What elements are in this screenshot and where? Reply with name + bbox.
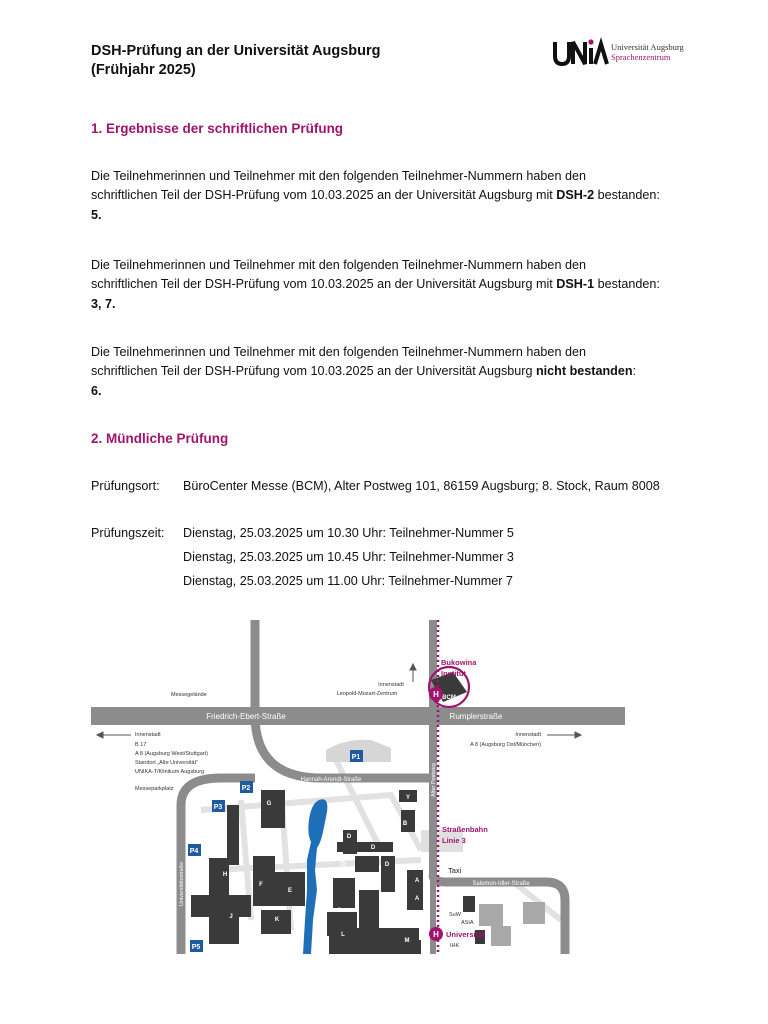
section1-heading: 1. Ergebnisse der schriftlichen Prüfung xyxy=(91,121,344,136)
line-text: schriftlichen Teil der DSH-Prüfung vom 10.03.2025 an der Universität Augsburg mit xyxy=(91,277,557,291)
label-alte-universitaet: Standort „Alte Universität“ xyxy=(135,760,198,766)
label-linie-3: Linie 3 xyxy=(442,836,466,845)
line-text: : xyxy=(632,364,637,378)
paragraph-line-1: Die Teilnehmerinnen und Teilnehmer mit den folgenden Teilnehmer-Nummern haben den xyxy=(91,345,586,359)
label-innenstadt-top: Innenstadt xyxy=(378,682,404,688)
label-leopold-mozart: Leopold-Mozart-Zentrum xyxy=(336,691,398,697)
parking-p5: P5 xyxy=(191,944,201,951)
arrow-right-icon xyxy=(575,732,581,738)
line-text: bestanden: xyxy=(594,277,660,291)
label-innenstadt-right: Innenstadt xyxy=(515,732,541,738)
exam-time-1: Dienstag, 25.03.2025 um 10.30 Uhr: Teilnehmer-Nummer 5 xyxy=(183,526,514,540)
building-l: L xyxy=(341,932,345,938)
label-taxi: Taxi xyxy=(448,866,462,875)
street-universitaetsstrasse: Universitätsstraße xyxy=(179,861,185,907)
result-numbers-dsh1: 3, 7. xyxy=(91,297,116,311)
building-c: C xyxy=(336,908,342,914)
label-suw: SuW xyxy=(449,912,461,918)
street-friedrich-ebert: Friedrich-Ebert-Straße xyxy=(206,712,286,721)
building-y: Y xyxy=(405,795,411,801)
bcm-label: BCM xyxy=(442,695,456,701)
paragraph-line-2 xyxy=(91,186,731,205)
parking-p4: P4 xyxy=(189,848,199,855)
building-a: A xyxy=(414,896,420,902)
main-road xyxy=(91,707,625,725)
unia-logo-mark-icon xyxy=(553,36,609,70)
exam-time-label: Prüfungszeit: xyxy=(91,526,165,540)
paragraph-line-1: Die Teilnehmerinnen und Teilnehmer mit den folgenden Teilnehmer-Nummern haben den xyxy=(91,169,586,183)
campus-map xyxy=(91,620,625,954)
other-buildings xyxy=(479,902,545,946)
label-a8-west: A 8 (Augsburg West/Stuttgart) xyxy=(135,751,208,757)
parking-p3: P3 xyxy=(213,804,223,811)
line-text: schriftlichen Teil der DSH-Prüfung vom 10.03.2025 an der Universität Augsburg mit xyxy=(91,188,557,202)
tram-stop-symbol: H xyxy=(433,690,439,699)
building-d: D xyxy=(384,862,390,868)
building-a: A xyxy=(414,878,420,884)
logo-line-1: Universität Augsburg xyxy=(611,42,684,52)
label-unika-t: UNIKA-T/Klinikum Augsburg xyxy=(135,769,205,775)
street-salomon-idler: Salomon-Idler-Straße xyxy=(472,881,530,887)
arrow-up-icon xyxy=(410,664,416,670)
result-numbers-failed: 6. xyxy=(91,384,102,398)
building-d: D xyxy=(370,845,376,851)
exam-time-3: Dienstag, 25.03.2025 um 11.00 Uhr: Teilnehmer-Nummer 7 xyxy=(183,574,513,588)
label-a8-ost: A 8 (Augsburg Ost/München) xyxy=(470,742,541,748)
grade-dsh1: DSH-1 xyxy=(556,277,595,291)
arrow-left-icon xyxy=(97,732,103,738)
exam-time-2: Dienstag, 25.03.2025 um 10.45 Uhr: Teilnehmer-Nummer 3 xyxy=(183,550,514,564)
label-asta: AStA xyxy=(461,920,474,926)
building-d: D xyxy=(346,834,352,840)
line-text: schriftlichen Teil der DSH-Prüfung vom 10.03.2025 an der Universität Augsburg xyxy=(91,364,536,378)
label-messegelaende: Messegelände xyxy=(171,692,207,698)
direction-arrows xyxy=(97,664,581,738)
building-e: E xyxy=(287,888,293,894)
logo-line-2: Sprachenzentrum xyxy=(611,52,671,62)
street-alter-postweg: Alter Postweg xyxy=(431,763,437,797)
building-f: F xyxy=(259,882,263,888)
tram-stop-symbol: H xyxy=(433,930,439,939)
grade-failed: nicht bestanden xyxy=(535,364,633,378)
label-bukowina: Bukowina xyxy=(441,658,477,667)
result-numbers-dsh2: 5. xyxy=(91,208,102,222)
paragraph-line-1: Die Teilnehmerinnen und Teilnehmer mit den folgenden Teilnehmer-Nummern haben den xyxy=(91,258,586,272)
result-paragraph-dsh1 xyxy=(91,256,731,294)
building-m: M xyxy=(404,938,410,944)
section2-heading: 2. Mündliche Prüfung xyxy=(91,431,229,446)
paragraph-line-2 xyxy=(91,275,731,294)
building-g: G xyxy=(266,801,272,807)
label-ihk: IHK xyxy=(450,943,460,949)
university-logo xyxy=(553,36,693,70)
result-paragraph-failed xyxy=(91,343,731,381)
river-water xyxy=(303,799,327,954)
parking-p1: P1 xyxy=(351,754,361,761)
street-hannah-arendt: Hannah-Arendt-Straße xyxy=(300,777,362,783)
exam-place-label: Prüfungsort: xyxy=(91,479,160,493)
building-a: A xyxy=(412,914,418,920)
label-strassenbahn: Straßenbahn xyxy=(442,825,488,834)
building-j: J xyxy=(229,914,233,920)
label-messeparkplatz: Messeparkplatz xyxy=(135,786,174,792)
building-k: K xyxy=(274,917,280,923)
title-line-2: (Frühjahr 2025) xyxy=(91,62,196,78)
label-universitaet-stop: Universität xyxy=(446,930,485,939)
grade-dsh2: DSH-2 xyxy=(556,188,595,202)
building-h: H xyxy=(222,872,228,878)
label-b17: B 17 xyxy=(135,742,147,748)
line-text: bestanden: xyxy=(594,188,660,202)
document-title xyxy=(91,42,380,80)
paragraph-line-2 xyxy=(91,362,731,381)
building-d: D xyxy=(340,862,346,868)
building-b: B xyxy=(402,821,408,827)
parking-p2: P2 xyxy=(241,785,251,792)
result-paragraph-dsh2 xyxy=(91,167,731,205)
label-innenstadt-left: Innenstadt xyxy=(135,732,161,738)
label-institut: Institut xyxy=(441,669,466,678)
street-rumpler: Rumplerstraße xyxy=(449,712,503,721)
title-line-1: DSH-Prüfung an der Universität Augsburg xyxy=(91,43,381,59)
exam-place-value: BüroCenter Messe (BCM), Alter Postweg 101, 86159 Augsburg; 8. Stock, Raum 8008 xyxy=(183,479,660,493)
